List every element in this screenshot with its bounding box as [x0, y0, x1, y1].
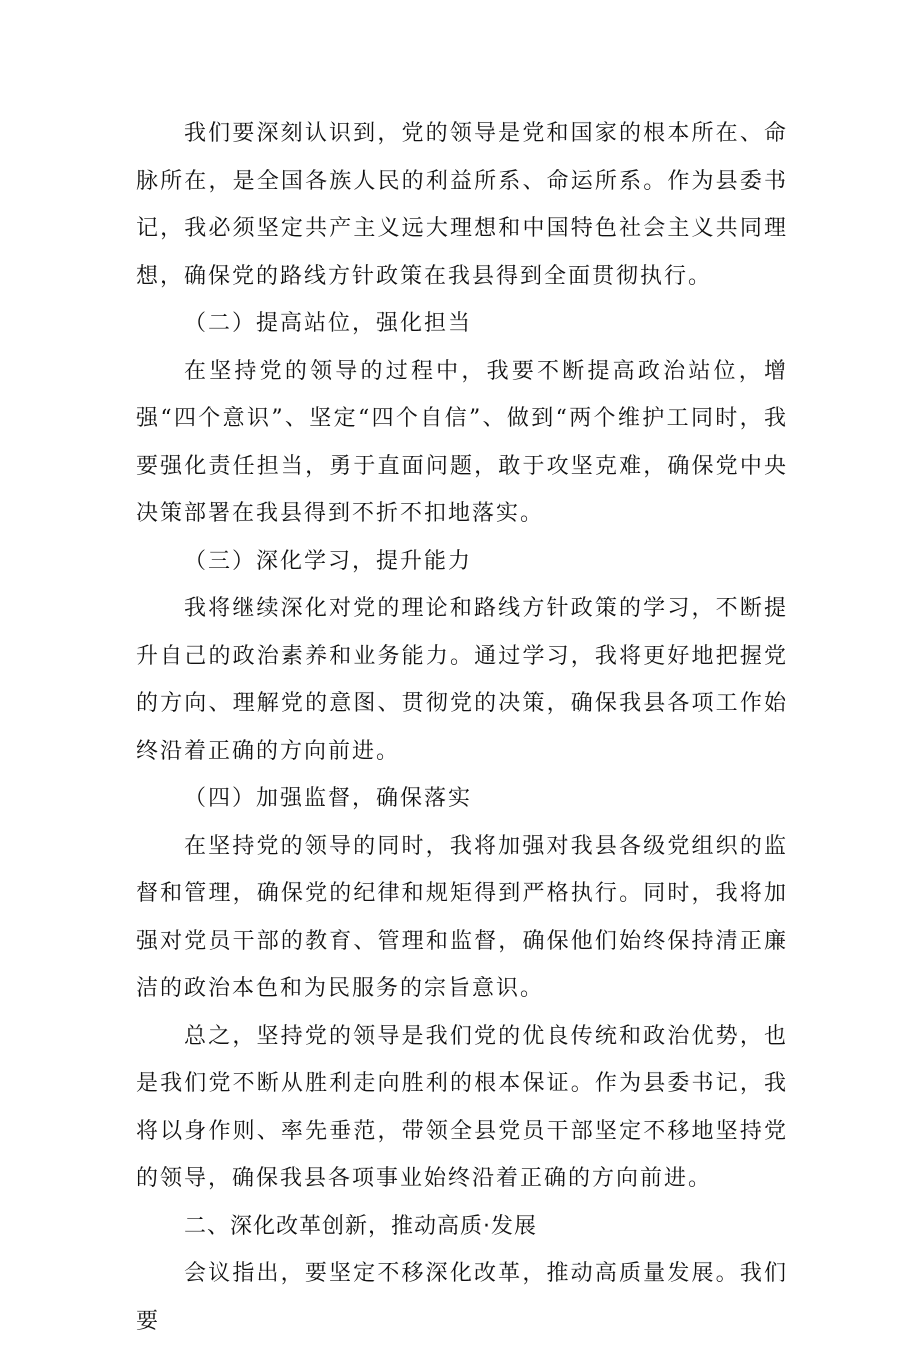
paragraph-summary: 总之，坚持党的领导是我们党的优良传统和政治优势，也是我们党不断从胜利走向胜利的根本保证。作为县委书记，我将以身作则、率先垂范，带领全县党员干部坚定不移地坚持党的领导，确保我县各项事业始终沿着正确的方向前进。 — [136, 1023, 788, 1191]
subheading-raise-standing: （二）提高站位，强化担当 — [184, 311, 473, 336]
paragraph-meeting-reform: 会议指出，要坚定不移深化改革，推动高质量发展。我们要 — [136, 1261, 788, 1334]
subheading-deepen-study: （三）深化学习，提升能力 — [184, 548, 473, 574]
paragraph-raise-standing: 在坚持党的领导的过程中，我要不断提高政治站位，增强“四个意识”、坚定“四个自信”、做到“两个维护工同时，我要强化责任担当，勇于直面问题，敢于攻坚克难，确保党中央决策部署在我县得到不折不扣地落实。 — [136, 358, 788, 526]
document-body — [136, 110, 788, 1345]
section-heading-reform: 二、深化改革创新，推动高质·发展 — [184, 1213, 537, 1239]
paragraph-strengthen-supervision: 在坚持党的领导的同时，我将加强对我县各级党组织的监督和管理，确保党的纪律和规矩得到严格执行。同时，我将加强对党员干部的教育、管理和监督，确保他们始终保持清正廉洁的政治本色和为民服务的宗旨意识。 — [136, 833, 788, 1001]
paragraph-deepen-study: 我将继续深化对党的理论和路线方针政策的学习，不断提升自己的政治素养和业务能力。通过学习，我将更好地把握党的方向、理解党的意图、贯彻党的决策，确保我县各项工作始终沿着正确的方向前进。 — [136, 596, 788, 764]
subheading-strengthen-supervision: （四）加强监督，确保落实 — [184, 786, 473, 811]
paragraph-party-leadership: 我们要深刻认识到，党的领导是党和国家的根本所在、命脉所在，是全国各族人民的利益所系、命运所系。作为县委书记，我必须坚定共产主义远大理想和中国特色社会主义共同理想，确保党的路线方针政策在我县得到全面贯彻执行。 — [136, 121, 788, 289]
